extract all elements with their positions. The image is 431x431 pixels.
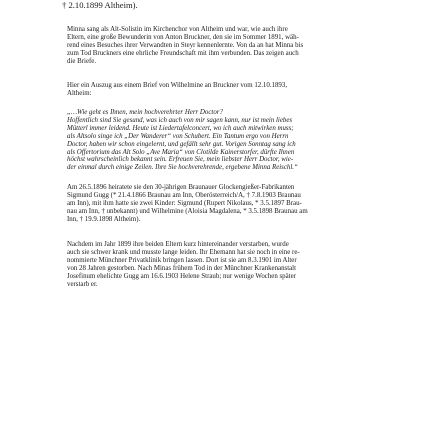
text-line: Nachdem im Jahr 1899 ihre beiden Eltern kurz hintereinander verstarben, wurde bbox=[67, 241, 289, 248]
text-line: Eltern, eine große Bewunderin von Anton Bruckner, den sie im Sommer 1891, wäh- bbox=[67, 33, 299, 41]
text-line: die Briefe. bbox=[67, 57, 97, 65]
text-line: Doctor, haben wir schon eingelernt, und gefällt sehr gut. Vorigen Sonntag sang ich bbox=[67, 140, 296, 148]
paragraph-letter-intro bbox=[67, 82, 419, 98]
text-line: auch sie schwer krank und musste lange leiden. Ihr Ehemann hat sie noch in eine re- bbox=[67, 248, 300, 256]
paragraph-marriage bbox=[67, 184, 419, 224]
text-line: als Altsolo singe ich „Der Wanderer“ von Schubert. Ein Tantum ergo von Herrn bbox=[67, 132, 289, 140]
text-line: verstarb er. bbox=[67, 280, 98, 288]
text-line: als Offertorium das Alt Solo „Ave Maria“ von Clotilde Kainerstorfer, dürfte Ihnen bbox=[67, 148, 295, 156]
text-line: nau am Inn, † unbekannt) und Wilhelmine (Aloisia Magdalena, * 3.5.1898 Braunau am bbox=[67, 207, 308, 215]
top-line: † 2.10.1899 Altheim). bbox=[62, 0, 138, 10]
text-line: Josefinum ehelichte Gugg am 16.6.1903 Helene Straub; nur wenige Wochen später bbox=[67, 272, 296, 280]
text-line: der einmal durch einige Zeilen. Ihre Sie hochverehrende, ergebene Minna Reischl.“ bbox=[67, 164, 298, 172]
text-line: zum Tod Bruckners eine ehrliche Freundschaft mit ihm verbunden. Das zeigen auch bbox=[67, 49, 299, 57]
letter-quote bbox=[67, 109, 419, 172]
text-line: Minna sang als Alt-Solistin im Kirchenchor von Altheim und war, wie auch ihre bbox=[67, 26, 288, 33]
text-line: Sigmund Gugg (* 21.4.1866 Braunau am Inn, Oberösterreich/A, † 7.8.1903 Braunau bbox=[67, 191, 301, 199]
text-line: Hoffentlich sind Sie gesund, was ich auch von mir sagen kann, nur ist mein liebes bbox=[67, 116, 293, 124]
text-line: nommierte Münchner Privatklinik bringen lassen. Dort ist sie am 8.3.1901 im Alter bbox=[67, 256, 297, 264]
paragraph-death bbox=[67, 241, 419, 288]
text-line: Hier ein Auszug aus einem Brief von Wilhelmine an Bruckner vom 12.10.1893, bbox=[67, 82, 288, 89]
paragraph-minna-bruckner bbox=[67, 26, 419, 66]
text-line: Am 26.5.1896 heiratete sie den 30-jährigen Braunauer Glockengießer-Fabrikanten bbox=[67, 184, 295, 191]
text-line: von 28 Jahren gestorben. Nach Minas frühem Tod in der Münchner Krankenanstalt bbox=[67, 264, 297, 272]
text-line: „…Wie geht es Ihnen, mein hochverehrter Herr Doctor? bbox=[67, 109, 223, 116]
text-line: am Inn), mit ihm hatte sie zwei Kinder: Sigmund (Rupert Nikolaus, * 3.5.1897 Brau- bbox=[67, 199, 302, 207]
text-line: Inn, † 19.9.1898 Altheim). bbox=[67, 215, 141, 223]
text-line: Altheim: bbox=[67, 89, 92, 97]
text-line: Mütterl immer leidend. Heute ist Liedertafelconcert, wo ich auch mitwirken muss; bbox=[67, 124, 294, 132]
text-line: höchst wahrscheinlich bekannt sein. Erfreuen Sie, mein liebster Herr Doctor, wie- bbox=[67, 156, 294, 164]
text-line: rend eines Besuches ihrer Verwandten in Steyr kennenlernte. Von da an hat Minna bis bbox=[67, 41, 304, 49]
